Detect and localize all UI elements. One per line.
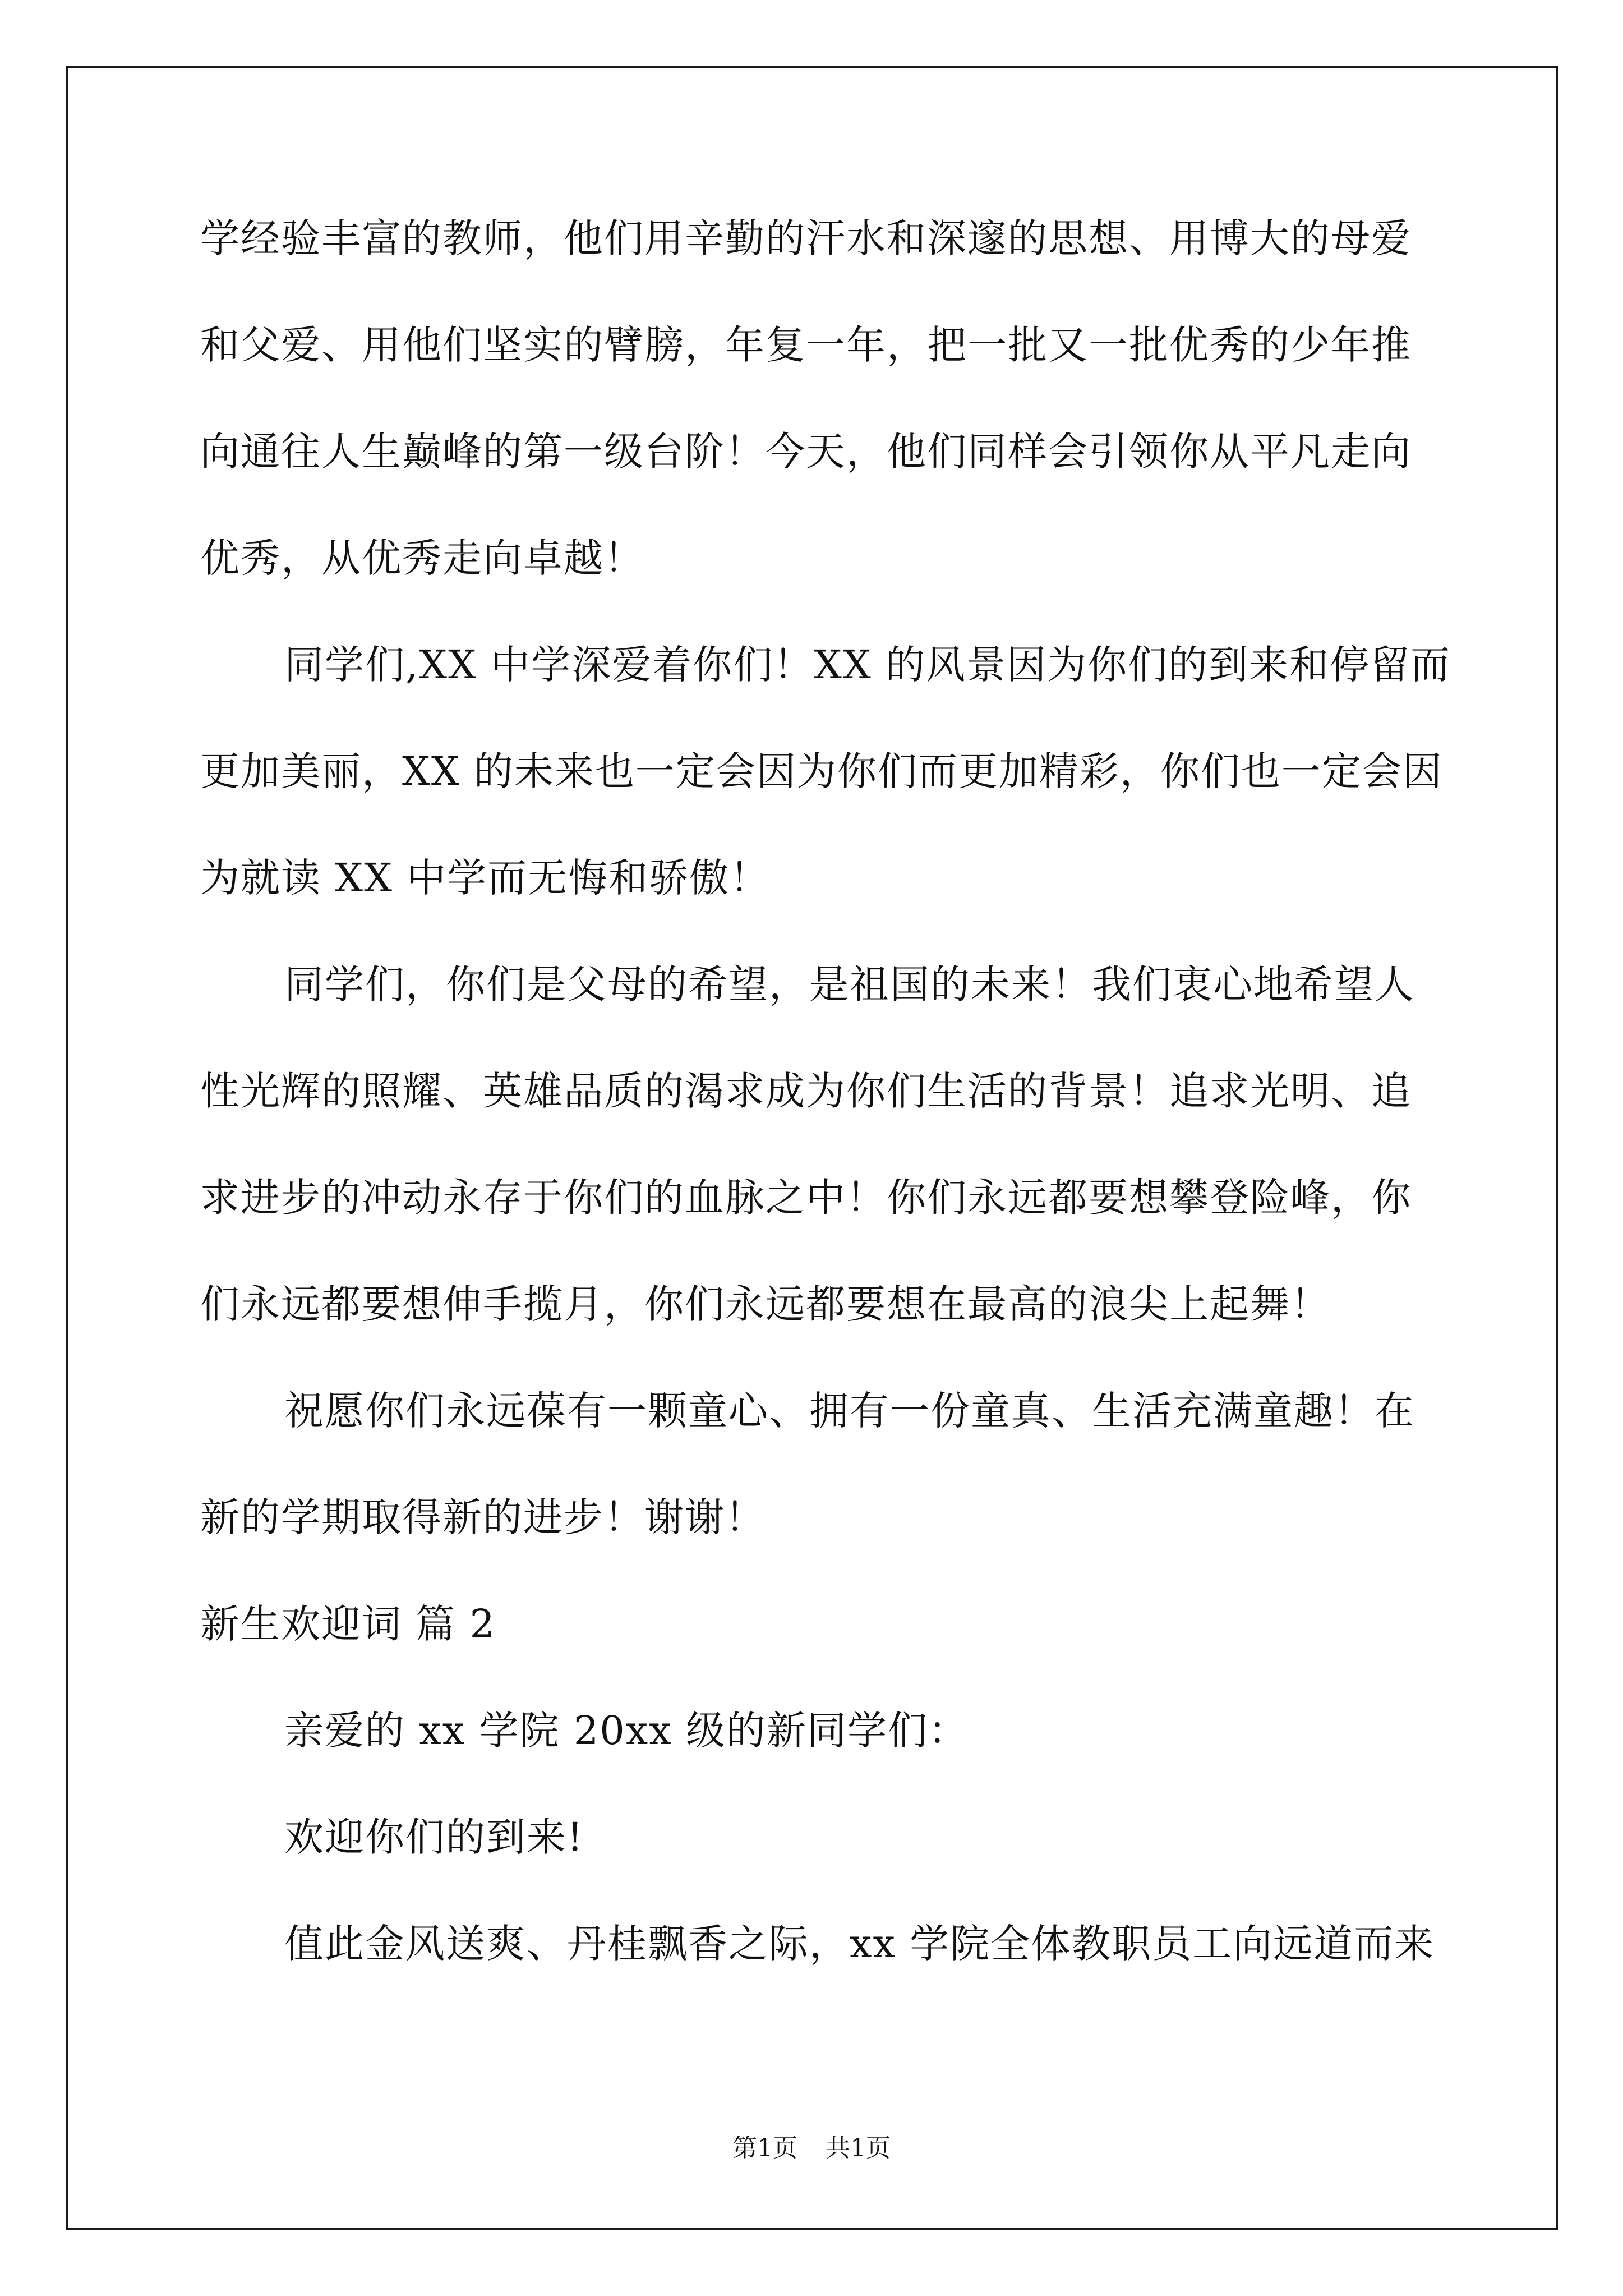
page-total: 共1页 <box>826 2134 891 2162</box>
page-footer <box>0 2132 1623 2165</box>
text-line: 祝愿你们永远葆有一颗童心、拥有一份童真、生活充满童趣！在 <box>284 1388 1415 1434</box>
text-line: 欢迎你们的到来! <box>284 1814 584 1860</box>
text-line: 向通往人生巅峰的第一级台阶！今天，他们同样会引领你从平凡走向 <box>200 429 1412 475</box>
text-line: 为就读 XX 中学而无悔和骄傲！ <box>200 855 771 901</box>
document-body <box>200 210 1451 2022</box>
text-line: 求进步的冲动永存于你们的血脉之中！你们永远都要想攀登险峰，你 <box>200 1175 1412 1221</box>
salutation: 亲爱的 xx 学院 20xx 级的新同学们： <box>284 1708 969 1754</box>
text-line: 性光辉的照耀、英雄品质的渴求成为你们生活的背景！追求光明、追 <box>200 1068 1412 1114</box>
section-heading: 新生欢迎词 篇 2 <box>200 1601 496 1647</box>
text-line: 值此金风送爽、丹桂飘香之际，xx 学院全体教职员工向远道而来 <box>284 1921 1435 1967</box>
text-line: 同学们,XX 中学深爱着你们！XX 的风景因为你们的到来和停留而 <box>284 642 1451 688</box>
text-line: 更加美丽，XX 的未来也一定会因为你们而更加精彩，你们也一定会因 <box>200 748 1443 794</box>
text-line: 们永远都要想伸手揽月，你们永远都要想在最高的浪尖上起舞！ <box>200 1281 1331 1327</box>
text-line: 同学们，你们是父母的希望，是祖国的未来！我们衷心地希望人 <box>284 961 1415 1007</box>
page-number: 第1页 <box>732 2134 797 2162</box>
text-line: 和父爱、用他们坚实的臂膀，年复一年，把一批又一批优秀的少年推 <box>200 322 1412 368</box>
text-line: 新的学期取得新的进步！谢谢！ <box>200 1494 766 1540</box>
text-line: 学经验丰富的教师，他们用辛勤的汗水和深邃的思想、用博大的母爱 <box>200 215 1412 261</box>
text-line: 优秀，从优秀走向卓越！ <box>200 535 644 581</box>
